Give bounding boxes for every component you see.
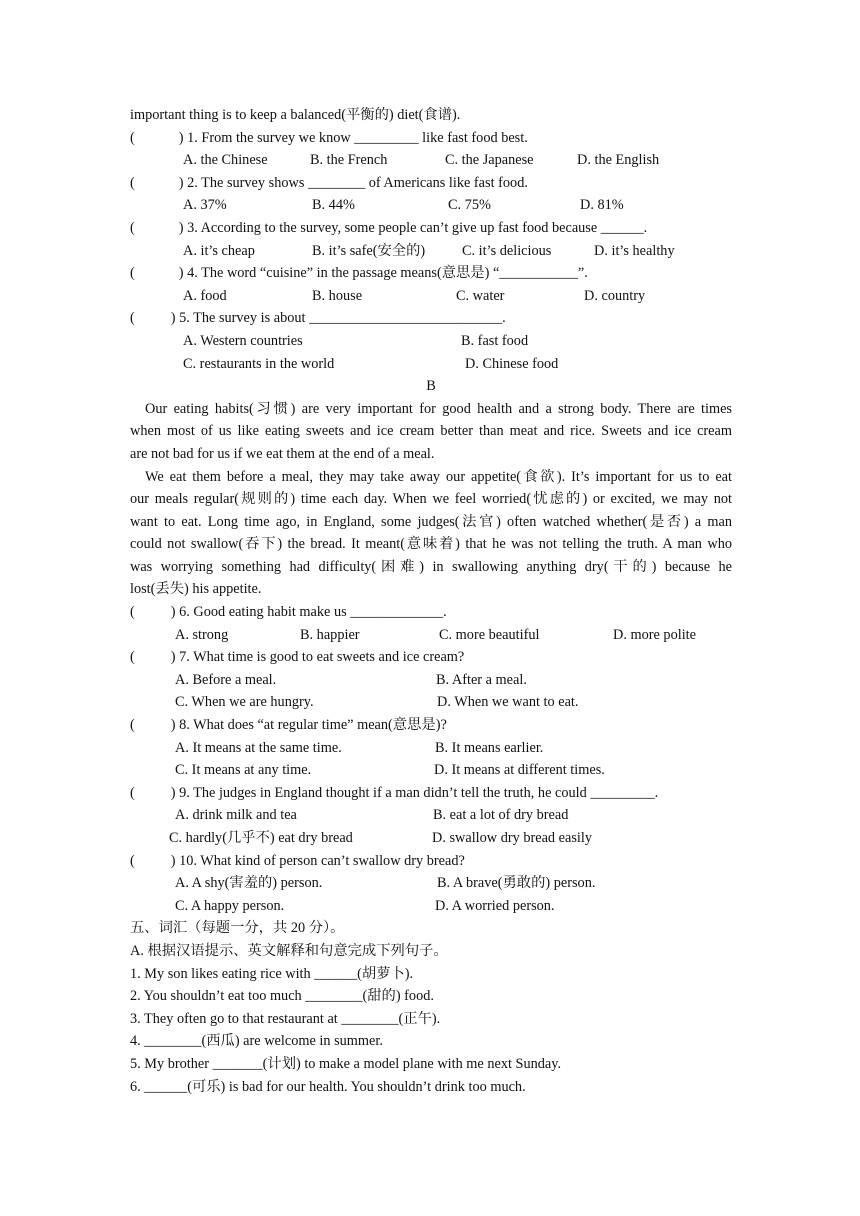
option-6a: A. strong <box>175 626 229 643</box>
option-3a: A. it’s cheap <box>183 242 255 259</box>
option-2c: C. 75% <box>448 197 491 214</box>
passage-b-line-1: Our eating habits(习惯) are very important for good health and a strong body. There are times <box>145 400 732 417</box>
question-7-options-row1 <box>130 669 732 692</box>
option-6c: C. more beautiful <box>439 626 540 643</box>
option-2b: B. 44% <box>312 197 355 214</box>
option-6b: B. happier <box>300 626 360 643</box>
option-10c: C. A happy person. <box>175 897 285 914</box>
option-4c: C. water <box>456 287 505 304</box>
question-2-options <box>130 194 732 217</box>
question-8-options-row2 <box>130 759 732 782</box>
vocab-item-4: 4. ________(西瓜) are welcome in summer. <box>130 1033 383 1050</box>
option-9d: D. swallow dry bread easily <box>432 830 593 846</box>
question-7: ( ) 7. What time is good to eat sweets and ice cream? <box>130 649 465 666</box>
question-10-options-row1 <box>130 872 732 895</box>
section-b-label: B <box>426 378 436 395</box>
option-3d: D. it’s healthy <box>594 242 675 259</box>
option-2a: A. 37% <box>183 197 227 214</box>
passage-b-line-8: was worrying something had difficulty(困难) in swallowing anything dry(干的) because he <box>130 558 732 575</box>
option-5d: D. Chinese food <box>465 355 559 372</box>
option-7d: D. When we want to eat. <box>437 694 579 711</box>
option-7b: B. After a meal. <box>436 671 527 688</box>
passage-b-line-9: lost(丢失) his appetite. <box>130 581 262 598</box>
section-5-title: 五、词汇（每题一分，共 20 分）。 <box>130 920 345 937</box>
option-8a: A. It means at the same time. <box>175 739 342 756</box>
option-5c: C. restaurants in the world <box>183 355 335 372</box>
section-5a-title: A. 根据汉语提示、英文解释和句意完成下列句子。 <box>130 942 448 959</box>
vocab-item-5: 5. My brother _______(计划) to make a model plane with me next Sunday. <box>130 1055 562 1072</box>
option-5a: A. Western countries <box>183 332 303 349</box>
question-6: ( ) 6. Good eating habit make us _____________. <box>130 604 447 621</box>
question-1: ( ) 1. From the survey we know _________ like fast food best. <box>130 129 528 146</box>
passage-a-last-line: important thing is to keep a balanced(平衡的) diet(食谱). <box>130 107 461 123</box>
option-9b: B. eat a lot of dry bread <box>433 807 569 824</box>
option-8c: C. It means at any time. <box>175 762 312 779</box>
question-10: ( ) 10. What kind of person can’t swallow dry bread? <box>130 852 465 869</box>
option-7c: C. When we are hungry. <box>175 694 314 711</box>
passage-b-line-2: when most of us like eating sweets and ice cream better than meat and rice. Sweets and ice cream <box>130 423 732 440</box>
option-7a: A. Before a meal. <box>175 671 277 688</box>
option-4a: A. food <box>183 287 227 304</box>
vocab-item-1: 1. My son likes eating rice with ______(胡萝卜). <box>130 965 414 982</box>
question-10-options-row2 <box>130 895 732 918</box>
question-6-options <box>130 624 732 647</box>
option-9c: C. hardly(几乎不) eat dry bread <box>169 830 353 846</box>
vocab-item-2: 2. You shouldn’t eat too much ________(甜的) food. <box>130 988 434 1005</box>
vocab-item-3: 3. They often go to that restaurant at ________(正午). <box>130 1010 441 1027</box>
question-8: ( ) 8. What does “at regular time” mean(意思是)? <box>130 717 447 734</box>
question-3-options <box>130 240 732 263</box>
option-9a: A. drink milk and tea <box>175 807 297 824</box>
passage-b-line-3: are not bad for us if we eat them at the end of a meal. <box>130 445 435 462</box>
question-9-options-row2 <box>130 827 732 850</box>
passage-b-line-6: want to eat. Long time ago, in England, some judges(法官) often watched whether(是否) a man <box>130 513 732 530</box>
option-3c: C. it’s delicious <box>462 242 552 259</box>
question-1-options <box>130 149 732 172</box>
option-1d: D. the English <box>577 152 660 169</box>
vocab-item-6: 6. ______(可乐) is bad for our health. You shouldn’t drink too much. <box>130 1078 526 1095</box>
option-10d: D. A worried person. <box>435 897 555 914</box>
question-8-options-row1 <box>130 737 732 760</box>
option-10a: A. A shy(害羞的) person. <box>175 875 323 892</box>
question-7-options-row2 <box>130 691 732 714</box>
option-8d: D. It means at different times. <box>434 762 605 779</box>
option-8b: B. It means earlier. <box>435 739 544 756</box>
question-4: ( ) 4. The word “cuisine” in the passage means(意思是) “___________”. <box>130 265 588 282</box>
option-3b: B. it’s safe(安全的) <box>312 242 426 259</box>
exam-page <box>130 104 732 1098</box>
passage-b-line-4: We eat them before a meal, they may take away our appetite(食欲). It’s important for us to eat <box>145 468 732 485</box>
option-5b: B. fast food <box>461 332 529 349</box>
question-4-options <box>130 285 732 308</box>
passage-b-line-7: could not swallow(吞下) the bread. It meant(意味着) that he was not telling the truth. A man who <box>130 536 732 553</box>
option-4b: B. house <box>312 287 363 304</box>
question-2: ( ) 2. The survey shows ________ of Americans like fast food. <box>130 174 528 191</box>
option-1b: B. the French <box>310 152 388 169</box>
question-5: ( ) 5. The survey is about ___________________________. <box>130 310 506 327</box>
question-9: ( ) 9. The judges in England thought if a man didn’t tell the truth, he could _________. <box>130 784 659 801</box>
option-1a: A. the Chinese <box>183 152 268 169</box>
option-10b: B. A brave(勇敢的) person. <box>437 875 596 892</box>
option-1c: C. the Japanese <box>445 152 534 169</box>
question-5-options-row1 <box>130 330 732 353</box>
question-9-options-row1 <box>130 804 732 827</box>
option-6d: D. more polite <box>613 626 696 643</box>
question-3: ( ) 3. According to the survey, some people can’t give up fast food because ______. <box>130 219 648 236</box>
passage-b-line-5: our meals regular(规则的) time each day. When we feel worried(忧虑的) or excited, we may not <box>130 491 732 508</box>
question-5-options-row2 <box>130 353 732 376</box>
option-2d: D. 81% <box>580 197 624 214</box>
option-4d: D. country <box>584 287 646 304</box>
